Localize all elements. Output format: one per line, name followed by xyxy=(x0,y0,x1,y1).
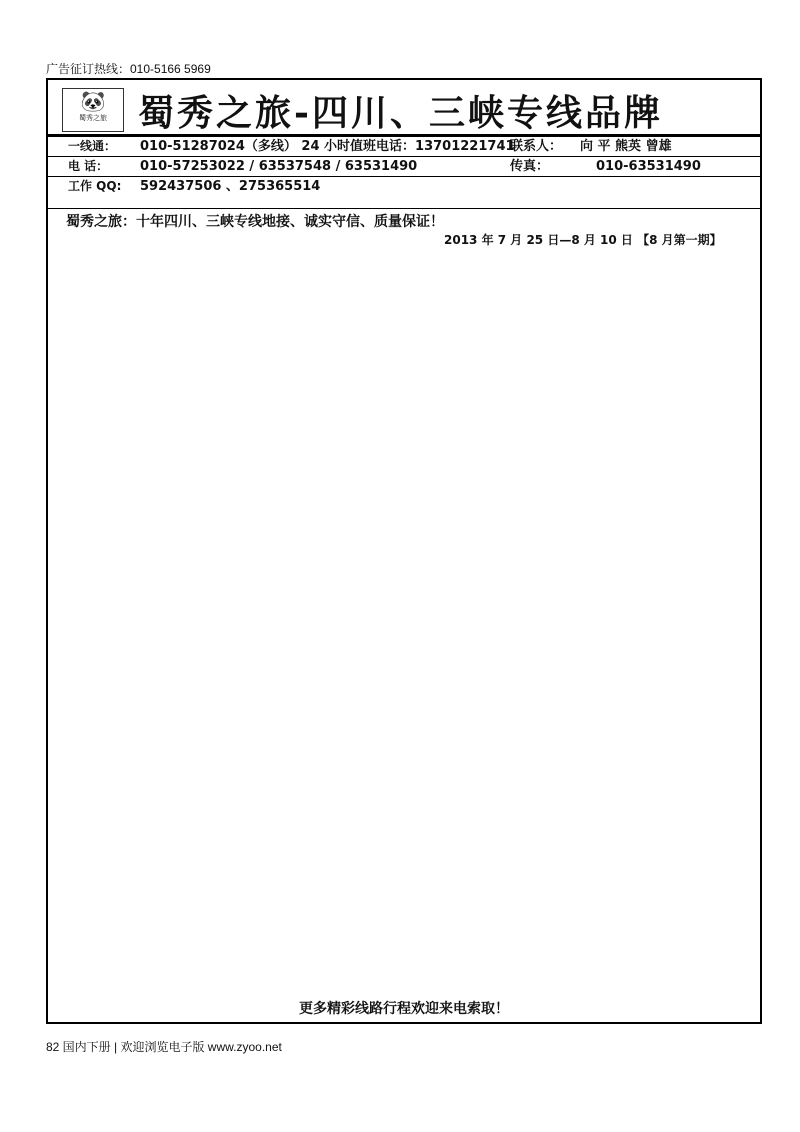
contact-row-3 xyxy=(48,177,760,196)
period: 2013 年 7 月 25 日—8 月 10 日 【8 月第一期】 xyxy=(444,233,722,247)
qq-label: 工作 QQ: xyxy=(68,179,122,193)
line1-label: 一线通： xyxy=(68,139,117,153)
logo xyxy=(62,88,124,132)
tel-value: 010-57253022 / 63537548 / 63531490 xyxy=(140,159,418,174)
qq-value: 592437506 、275365514 xyxy=(140,179,321,194)
contacts: 向 平 熊英 曾雄 xyxy=(580,139,672,154)
line1-value: 010-51287024（多线） 24 小时值班电话：13701221741 xyxy=(140,139,515,154)
headline: 蜀秀之旅-四川、三峡专线品牌 xyxy=(138,92,663,134)
tel-label: 电 话： xyxy=(68,159,109,173)
more-routes-note: 更多精彩线路行程欢迎来电索取！ xyxy=(299,1001,509,1017)
footer: 82 国内下册 | 欢迎浏览电子版 www.zyoo.net xyxy=(46,1040,282,1054)
contact-label: 联系人： xyxy=(510,139,563,154)
hotline: 广告征订热线：010-5166 5969 xyxy=(46,62,211,76)
fax-label: 传真： xyxy=(510,159,550,174)
contact-block xyxy=(48,137,760,209)
contact-row-2 xyxy=(48,157,760,177)
flyer-frame xyxy=(46,78,762,1024)
slogan: 蜀秀之旅：十年四川、三峡专线地接、诚实守信、质量保证！ xyxy=(66,214,444,230)
banner xyxy=(48,80,760,137)
logo-subtitle: 蜀秀之旅 xyxy=(79,114,107,122)
fax-value: 010-63531490 xyxy=(596,159,701,174)
contact-row-1 xyxy=(48,137,760,157)
panda-icon: 🐼 xyxy=(80,89,106,113)
